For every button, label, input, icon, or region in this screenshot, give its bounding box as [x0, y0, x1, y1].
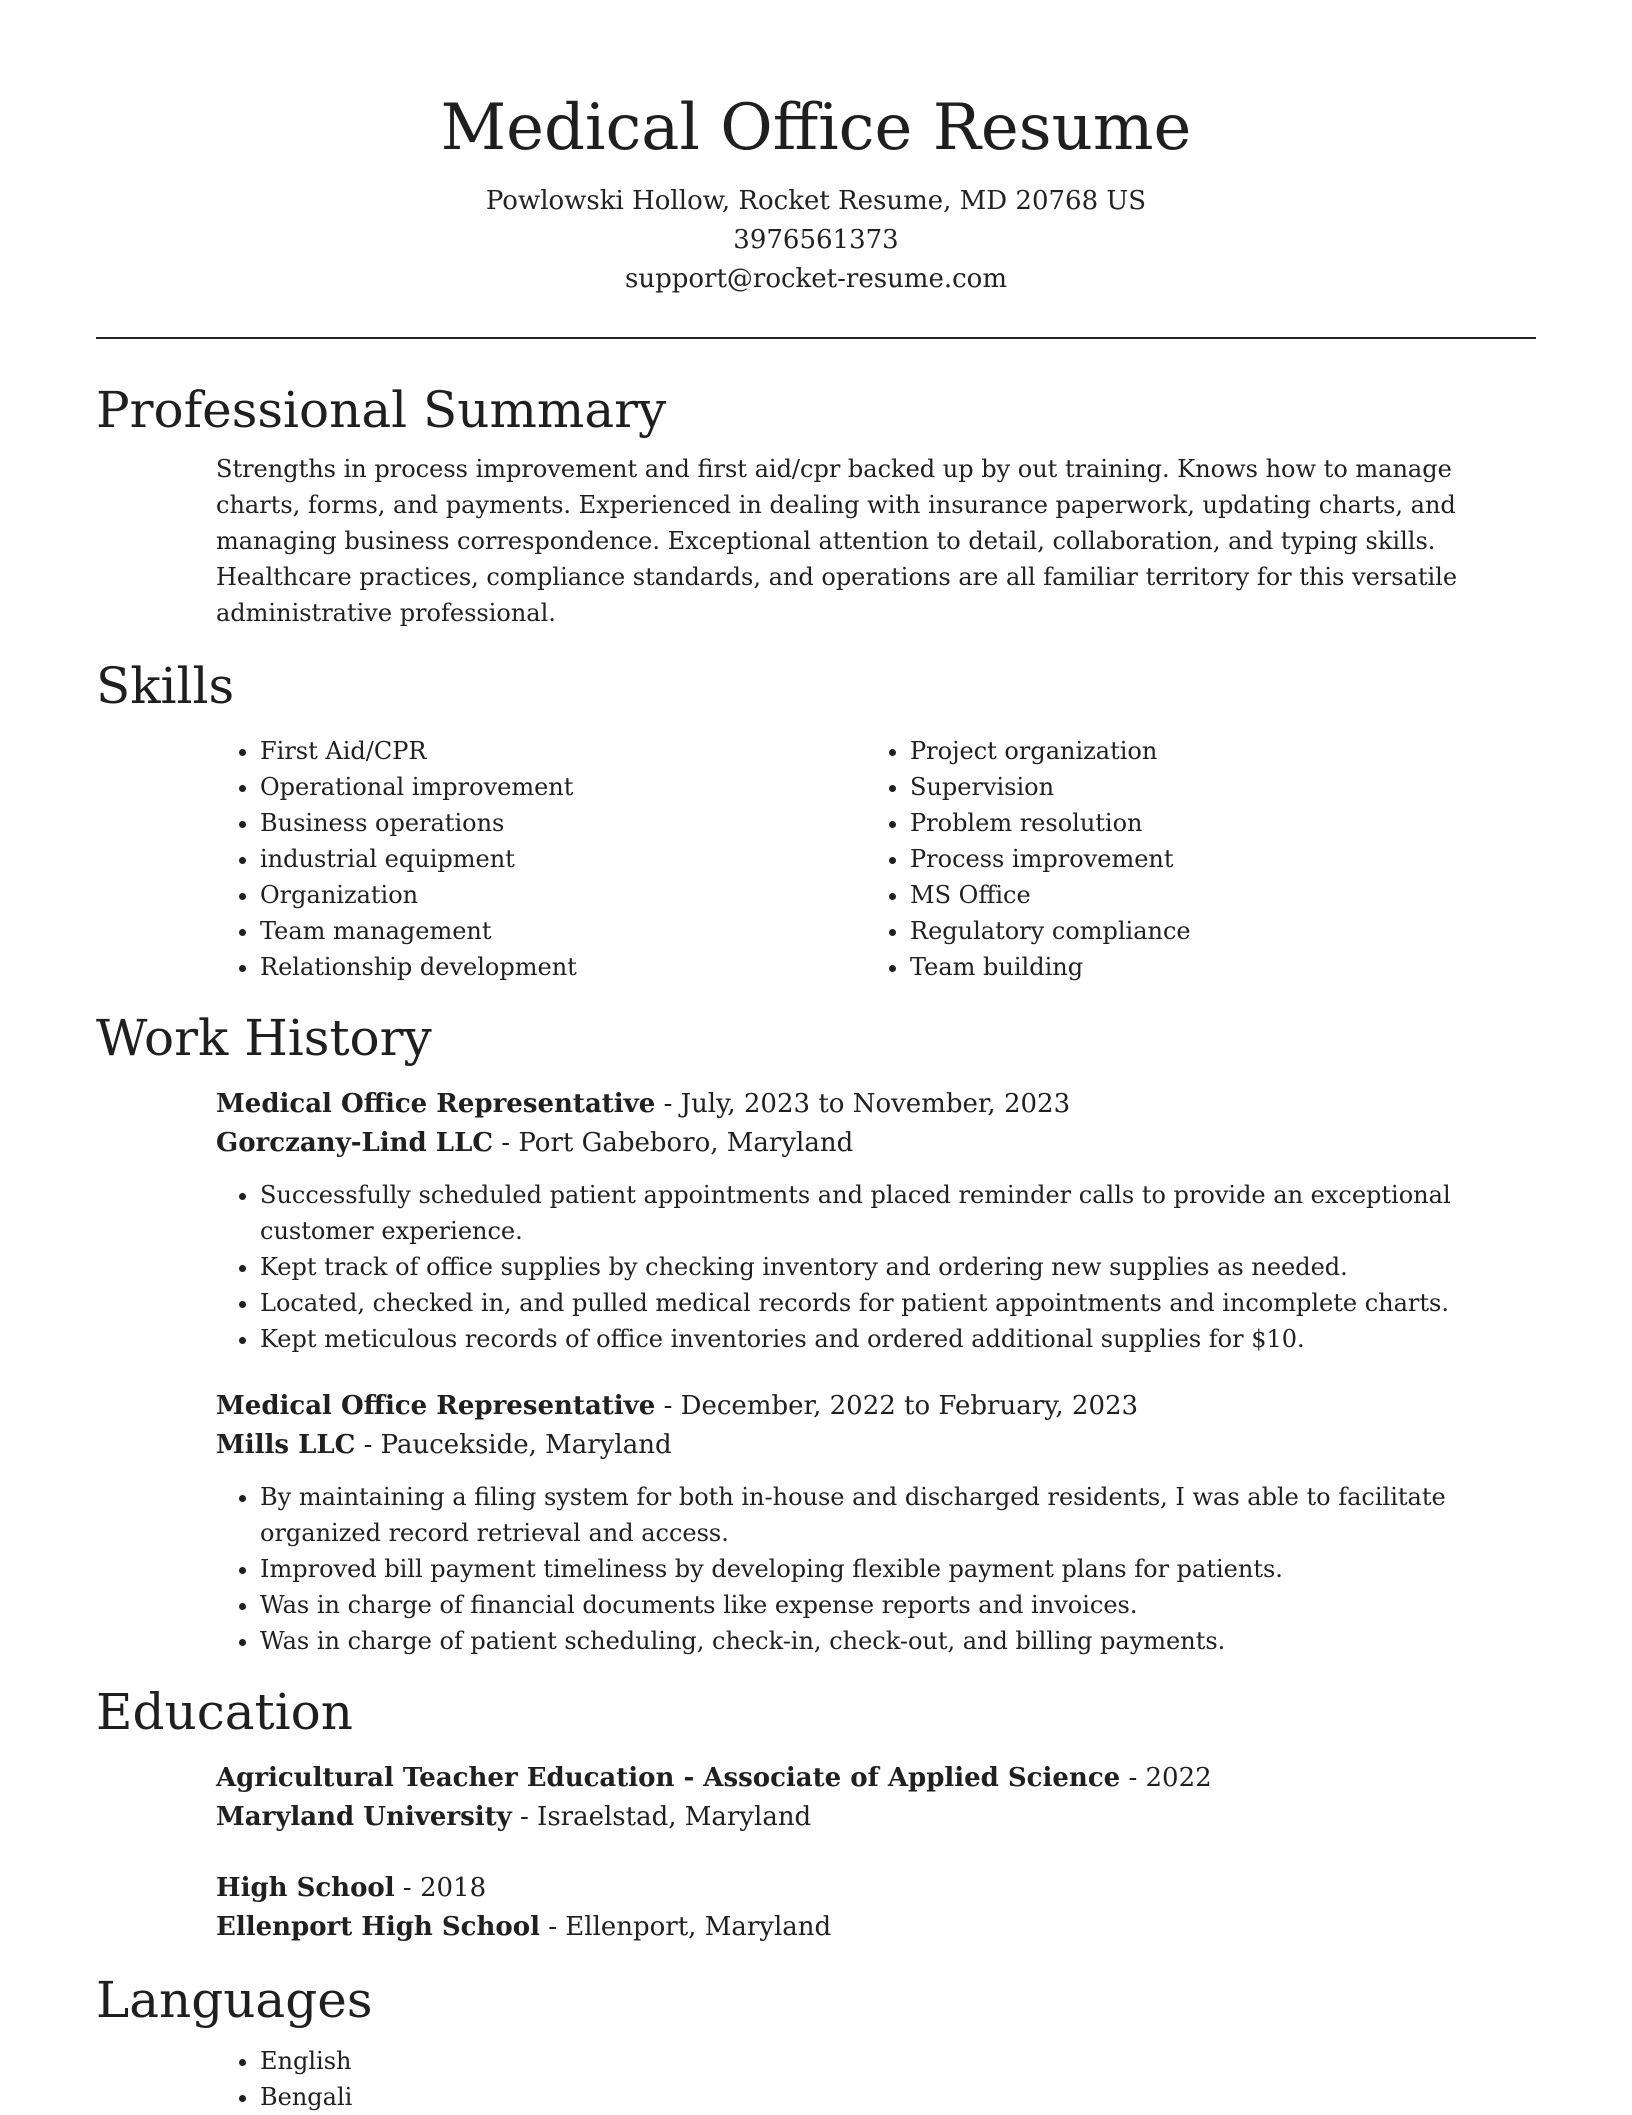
resume-header — [96, 0, 1536, 299]
job-location: - Port Gabeboro, Maryland — [493, 1128, 854, 1158]
skill-item: • Team management — [260, 913, 746, 949]
skill-item: • Regulatory compliance — [910, 913, 1396, 949]
job-employer — [216, 1124, 1536, 1163]
job-heading — [216, 1387, 1536, 1426]
section-title-education: Education — [96, 1683, 353, 1741]
job-title: Medical Office Representative — [216, 1391, 656, 1421]
job-bullets — [96, 1479, 1536, 1659]
education-heading — [216, 1869, 1536, 1908]
skills-grid — [96, 733, 1536, 985]
section-title-work: Work History — [96, 1009, 432, 1067]
job-dates: - July, 2023 to November, 2023 — [655, 1089, 1071, 1119]
skill-item: • Project organization — [910, 733, 1396, 769]
education-year: - 2018 — [394, 1873, 487, 1903]
education-degree: High School — [216, 1873, 395, 1903]
job-bullet: • Located, checked in, and pulled medical records for patient appointments and incomplete charts. — [260, 1285, 1536, 1321]
education-school-line — [216, 1908, 1536, 1947]
job-bullet: • Was in charge of patient scheduling, check-in, check-out, and billing payments. — [260, 1623, 1536, 1659]
skill-item: • Relationship development — [260, 949, 746, 985]
education-school: Ellenport High School — [216, 1912, 540, 1942]
education-degree: Agricultural Teacher Education - Associate of Applied Science — [216, 1763, 1121, 1793]
skill-item: • First Aid/CPR — [260, 733, 746, 769]
job-entry — [96, 1387, 1536, 1465]
job-bullet: • Was in charge of financial documents like expense reports and invoices. — [260, 1587, 1536, 1623]
skill-item: • Problem resolution — [910, 805, 1396, 841]
job-company: Mills LLC — [216, 1430, 356, 1460]
job-location: - Paucekside, Maryland — [355, 1430, 672, 1460]
education-school-line — [216, 1798, 1536, 1837]
skills-list-right — [746, 733, 1396, 985]
section-title-summary: Professional Summary — [96, 381, 667, 439]
skill-item: • Organization — [260, 877, 746, 913]
skills-column-right — [746, 733, 1396, 985]
skill-item: • Supervision — [910, 769, 1396, 805]
job-bullet: • Improved bill payment timeliness by developing flexible payment plans for patients. — [260, 1551, 1536, 1587]
education-year: - 2022 — [1120, 1763, 1212, 1793]
email: support@rocket-resume.com — [624, 264, 1007, 294]
job-bullets — [96, 1177, 1536, 1357]
section-title-languages: Languages — [96, 1971, 373, 2029]
summary-body — [96, 451, 1536, 631]
job-bullet: • Kept meticulous records of office inventories and ordered additional supplies for $10. — [260, 1321, 1536, 1357]
skill-item: • MS Office — [910, 877, 1396, 913]
work-section — [96, 1005, 1536, 1659]
contact-info — [96, 182, 1536, 299]
skills-section — [96, 653, 1536, 985]
resume-title: Medical Office Resume — [440, 91, 1192, 165]
summary-section — [96, 377, 1536, 631]
job-bullet: • Kept track of office supplies by checking inventory and ordering new supplies as needed. — [260, 1249, 1536, 1285]
job-company: Gorczany-Lind LLC — [216, 1128, 494, 1158]
languages-list — [96, 2043, 1536, 2115]
education-location: - Israelstad, Maryland — [511, 1802, 812, 1832]
header-divider — [96, 337, 1536, 339]
resume-page — [96, 0, 1536, 2115]
skills-column-left — [96, 733, 746, 985]
address: Powlowski Hollow, Rocket Resume, MD 20768 US — [485, 186, 1147, 216]
education-entry — [96, 1759, 1536, 1837]
education-location: - Ellenport, Maryland — [539, 1912, 832, 1942]
skill-item: • Process improvement — [910, 841, 1396, 877]
phone: 3976561373 — [733, 225, 899, 255]
job-heading — [216, 1085, 1536, 1124]
section-title-skills: Skills — [96, 657, 235, 715]
job-bullet: • Successfully scheduled patient appointments and placed reminder calls to provide an exceptional customer experience. — [260, 1177, 1536, 1249]
job-employer — [216, 1426, 1536, 1465]
skills-list-left — [96, 733, 746, 985]
skill-item: • Business operations — [260, 805, 746, 841]
summary-text: Strengths in process improvement and first aid/cpr backed up by out training. Knows how to manage charts, forms, and payments. Experienced in dealing with insurance paperwork, updating charts, and managing business correspondence. Exceptional attention to detail, collaboration, and typing skills. Healthcare practices, compliance standards, and operations are all familiar territory for this versatile administrative professional. — [216, 455, 1458, 627]
education-heading — [216, 1759, 1536, 1798]
job-entry — [96, 1085, 1536, 1163]
job-bullet: • By maintaining a filing system for both in-house and discharged residents, I was able to facilitate organized record retrieval and access. — [260, 1479, 1536, 1551]
job-dates: - December, 2022 to February, 2023 — [655, 1391, 1139, 1421]
languages-section — [96, 1967, 1536, 2115]
skill-item: • industrial equipment — [260, 841, 746, 877]
language-item: • Bengali — [260, 2079, 1536, 2115]
job-title: Medical Office Representative — [216, 1089, 656, 1119]
skill-item: • Operational improvement — [260, 769, 746, 805]
education-section — [96, 1679, 1536, 1947]
education-entry — [96, 1869, 1536, 1947]
education-school: Maryland University — [216, 1802, 512, 1832]
skill-item: • Team building — [910, 949, 1396, 985]
language-item: • English — [260, 2043, 1536, 2079]
